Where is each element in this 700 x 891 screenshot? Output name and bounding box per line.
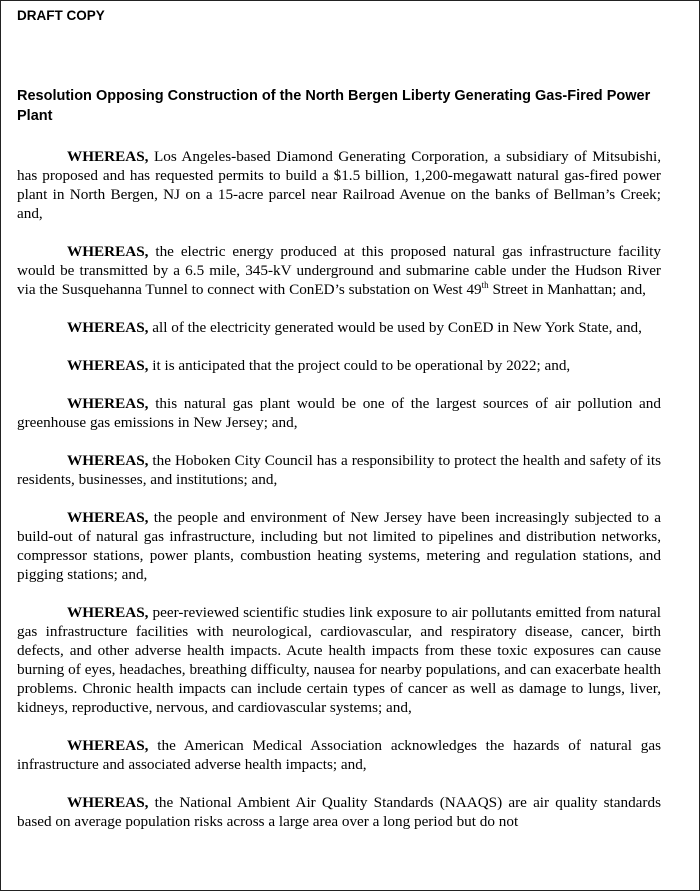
paragraph-text: all of the electricity generated would be used by ConED in New York State, and,: [148, 319, 642, 336]
whereas-keyword: WHEREAS,: [67, 737, 149, 754]
whereas-paragraph: [17, 318, 661, 337]
whereas-keyword: WHEREAS,: [67, 357, 149, 374]
whereas-keyword: WHEREAS,: [67, 509, 149, 526]
whereas-keyword: WHEREAS,: [67, 794, 149, 811]
whereas-paragraph: [17, 147, 661, 223]
paragraph-text: the American Medical Association acknowledges the hazards of natural gas infrastructure and associated adverse health impacts; and,: [17, 737, 661, 773]
resolution-body: [17, 147, 661, 850]
paragraph-text: the National Ambient Air Quality Standards (NAAQS) are air quality standards based on average population risks across a large area over a long period but do not: [17, 794, 661, 830]
whereas-paragraph: [17, 242, 661, 299]
paragraph-text: this natural gas plant would be one of the largest sources of air pollution and greenhouse gas emissions in New Jersey; and,: [17, 395, 661, 431]
paragraph-text: the people and environment of New Jersey have been increasingly subjected to a build-out of natural gas infrastructure, including but not limited to pipelines and distribution networks, compressor stations, power plants, combustion heating systems, metering and regulation stations, and pigging stations; and,: [17, 509, 661, 583]
whereas-keyword: WHEREAS,: [67, 395, 149, 412]
whereas-keyword: WHEREAS,: [67, 243, 149, 260]
whereas-paragraph: [17, 603, 661, 717]
whereas-paragraph: [17, 793, 661, 831]
whereas-paragraph: [17, 451, 661, 489]
ordinal-superscript: th: [481, 279, 489, 290]
whereas-paragraph: [17, 394, 661, 432]
whereas-paragraph: [17, 356, 661, 375]
resolution-title: Resolution Opposing Construction of the North Bergen Liberty Generating Gas-Fired Power Plant: [17, 88, 651, 124]
paragraph-text: Los Angeles-based Diamond Generating Corporation, a subsidiary of Mitsubishi, has proposed and has requested permits to build a $1.5 billion, 1,200-megawatt natural gas-fired power plant in North Bergen, NJ on a 15-acre parcel near Railroad Avenue on the banks of Bellman’s Creek; and,: [17, 148, 661, 222]
paragraph-text: the electric energy produced at this proposed natural gas infrastructure facility would be transmitted by a 6.5 mile, 345-kV underground and submarine cable under the Hudson River via the Susquehanna Tunnel to connect with ConED’s substation on West 49: [17, 243, 661, 298]
whereas-paragraph: [17, 508, 661, 584]
paragraph-text: peer-reviewed scientific studies link exposure to air pollutants emitted from natural gas infrastructure facilities with neurological, cardiovascular, and respiratory disease, cancer, birth defects, and other adverse health impacts. Acute health impacts from these toxic exposures can cause burning of eyes, headaches, breathing difficulty, nausea for nearby populations, and can exacerbate health problems. Chronic health impacts can include certain types of cancer as well as damage to lungs, liver, kidneys, reproductive, nervous, and cardiovascular systems; and,: [17, 604, 661, 716]
whereas-keyword: WHEREAS,: [67, 452, 149, 469]
paragraph-text-continued: Street in Manhattan; and,: [488, 281, 646, 298]
whereas-keyword: WHEREAS,: [67, 604, 149, 621]
whereas-paragraph: [17, 736, 661, 774]
paragraph-text: it is anticipated that the project could to be operational by 2022; and,: [148, 357, 571, 374]
whereas-keyword: WHEREAS,: [67, 148, 149, 165]
whereas-keyword: WHEREAS,: [67, 319, 149, 336]
draft-copy-label: DRAFT COPY: [17, 8, 105, 23]
paragraph-text: the Hoboken City Council has a responsibility to protect the health and safety of its residents, businesses, and institutions; and,: [17, 452, 661, 488]
